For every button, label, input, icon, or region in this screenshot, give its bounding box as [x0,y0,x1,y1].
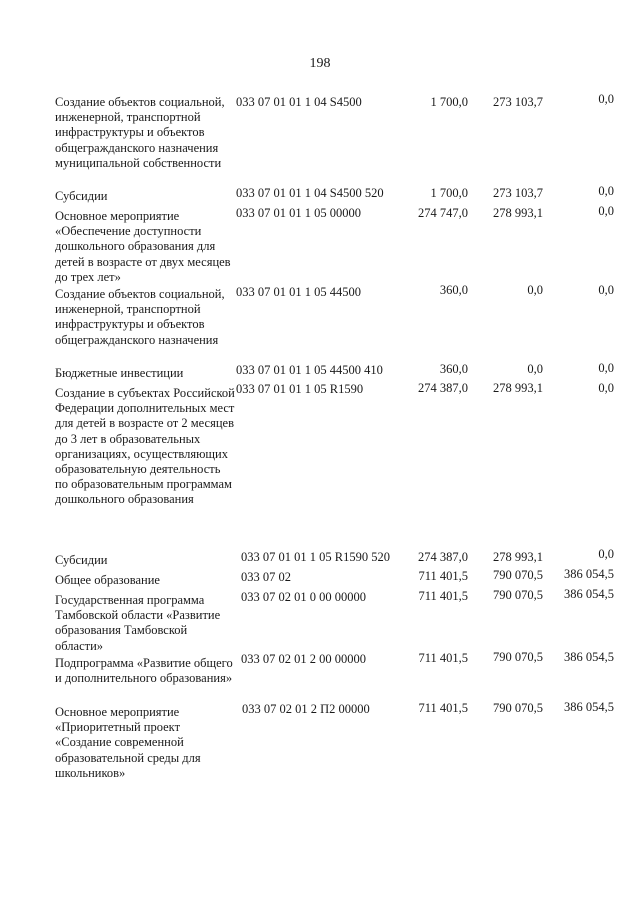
row-value-2: 0,0 [527,362,543,376]
row-code: 033 07 02 01 0 00 00000 [241,590,366,604]
row-name: Создание объектов социальной, инженерной, транспортной инфраструктуры и объектов общегражданского назначения муниципальной собственности [55,95,225,170]
row-value-2: 278 993,1 [493,550,543,564]
row-value-3: 386 054,5 [564,650,614,664]
row-code: 033 07 02 01 2 П2 00000 [242,702,370,716]
row-value-3: 0,0 [598,283,614,297]
row-value-2: 278 993,1 [493,206,543,220]
row-name: Субсидии [55,189,108,203]
row-value-2: 790 070,5 [493,588,543,602]
row-name: Субсидии [55,553,108,567]
row-name: Общее образование [55,573,160,587]
row-name: Государственная программа Тамбовской области «Развитие образования Тамбовской области» [55,593,221,653]
row-value-2: 790 070,5 [493,568,543,582]
row-code: 033 07 01 01 1 04 S4500 [236,95,362,109]
row-value-3: 0,0 [598,381,614,395]
row-value-2: 0,0 [527,283,543,297]
row-name: Бюджетные инвестиции [55,366,184,380]
row-value-3: 386 054,5 [564,587,614,601]
page-number: 198 [309,56,331,71]
row-code: 033 07 02 01 2 00 00000 [241,652,366,666]
row-value-1: 360,0 [439,362,468,376]
row-value-2: 790 070,5 [493,650,543,664]
row-value-1: 360,0 [439,283,468,297]
row-value-1: 711 401,5 [418,651,468,665]
row-value-1: 711 401,5 [418,589,468,603]
row-value-1: 711 401,5 [418,569,468,583]
row-value-1: 274 387,0 [418,550,468,564]
row-code: 033 07 01 01 1 05 44500 410 [236,363,383,377]
row-value-3: 386 054,5 [564,567,614,581]
row-code: 033 07 02 [241,570,291,584]
row-name: Основное мероприятие «Приоритетный проект «Создание современной образовательной среды для школьников» [55,705,201,780]
row-value-2: 790 070,5 [493,701,543,715]
row-code: 033 07 01 01 1 05 00000 [236,206,361,220]
row-value-3: 0,0 [598,204,614,218]
row-value-1: 1 700,0 [430,186,468,200]
row-value-1: 1 700,0 [430,95,468,109]
row-value-2: 273 103,7 [493,95,543,109]
row-value-3: 386 054,5 [564,700,614,714]
row-value-1: 274 387,0 [418,381,468,395]
row-name: Основное мероприятие «Обеспечение доступности дошкольного образования для детей в возрасте от двух месяцев до трех лет» [55,209,231,284]
row-value-3: 0,0 [598,547,614,561]
row-name: Создание объектов социальной, инженерной, транспортной инфраструктуры и объектов общегражданского назначения [55,287,225,347]
row-value-3: 0,0 [598,92,614,106]
row-code: 033 07 01 01 1 05 R1590 520 [241,550,390,564]
row-name: Создание в субъектах Российской Федерации дополнительных мест для детей в возрасте от 2 месяцев до 3 лет в образовательных организациях, осуществляющих образовательную деятельность по образовательным программам дошкольного образования [55,386,235,507]
row-value-1: 274 747,0 [418,206,468,220]
row-value-3: 0,0 [598,361,614,375]
row-value-1: 711 401,5 [418,701,468,715]
row-value-2: 278 993,1 [493,381,543,395]
row-name: Подпрограмма «Развитие общего и дополнительного образования» [55,656,233,686]
row-code: 033 07 01 01 1 04 S4500 520 [236,186,384,200]
row-value-2: 273 103,7 [493,186,543,200]
row-code: 033 07 01 01 1 05 R1590 [236,382,364,396]
row-value-3: 0,0 [598,184,614,198]
row-code: 033 07 01 01 1 05 44500 [236,285,361,299]
